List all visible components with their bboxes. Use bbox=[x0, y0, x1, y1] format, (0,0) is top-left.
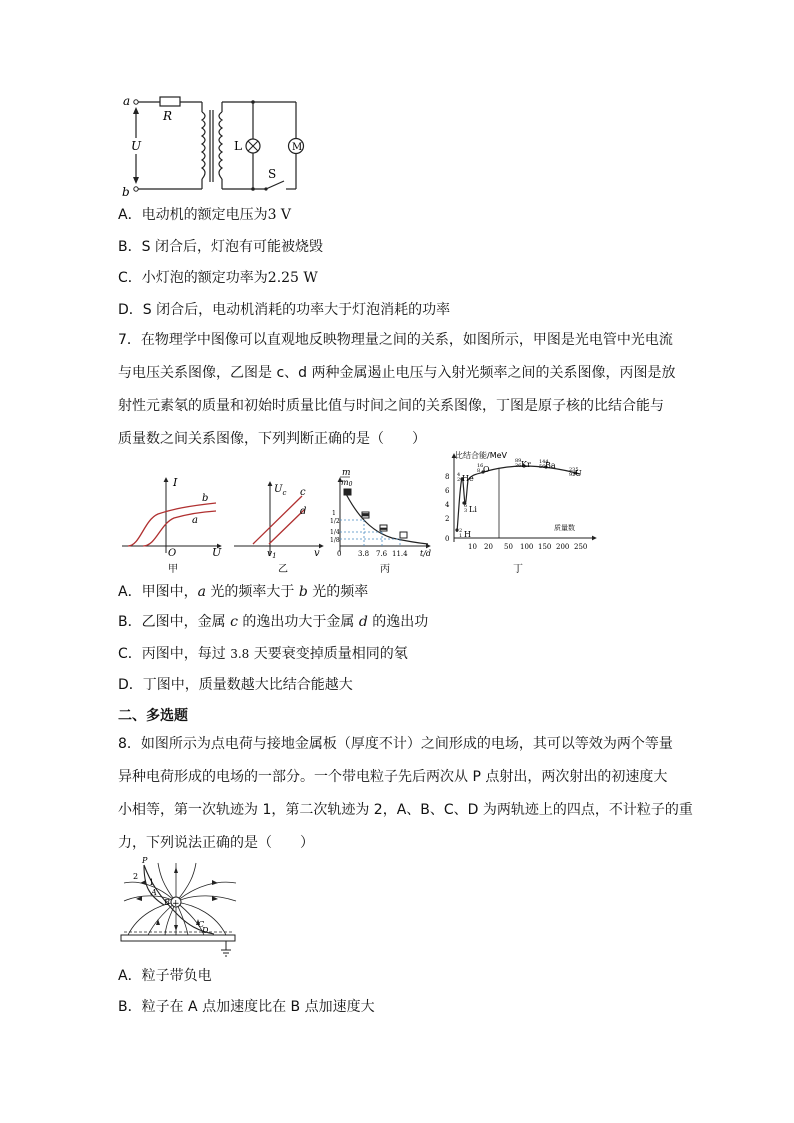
nuclide-li: Li bbox=[469, 505, 477, 514]
fig-ding-xtick-50: 50 bbox=[504, 543, 513, 551]
value: 2.25 W bbox=[267, 270, 318, 286]
metal-plate bbox=[121, 935, 235, 941]
fig-ding-ytick-6: 6 bbox=[445, 487, 450, 495]
nuclide-h: H bbox=[464, 530, 471, 539]
terminal-b-icon bbox=[134, 187, 138, 191]
q7-option-b: B．乙图中，金属 c 的逸出功大于金属 d 的逸出功 bbox=[118, 614, 429, 630]
fig-ding-xtick-250: 250 bbox=[574, 543, 588, 551]
u-mass: 235 bbox=[569, 467, 579, 473]
u-z: 92 bbox=[569, 472, 576, 478]
terminal-a-label: a bbox=[123, 94, 131, 108]
q8-field-figure bbox=[118, 855, 248, 960]
resistor-label: R bbox=[163, 109, 173, 123]
h-mass: 2 bbox=[459, 528, 463, 534]
terminal-a-icon bbox=[134, 100, 138, 104]
q6-circuit-figure bbox=[118, 92, 318, 202]
fig-yi-label-c: c bbox=[300, 487, 306, 498]
li-z: 3 bbox=[464, 508, 468, 514]
point-b-label: B bbox=[164, 898, 170, 907]
nuclide-he: He bbox=[462, 474, 474, 483]
o-mass: 16 bbox=[477, 463, 484, 469]
fig-bing-ytick-2: 1/2 bbox=[330, 518, 340, 525]
fig-ding-ytick-8: 8 bbox=[445, 473, 450, 481]
q6-option-d: D．S 闭合后，电动机消耗的功率大于灯泡消耗的功率 bbox=[118, 302, 451, 318]
q6-option-b: B．S 闭合后，灯泡有可能被烧毁 bbox=[118, 239, 323, 255]
fig-bing-ylabel-den: m0 bbox=[341, 478, 353, 488]
line-d bbox=[269, 510, 304, 544]
fig-bing bbox=[340, 478, 430, 552]
fig-yi-xtick: $v_1$ bbox=[267, 549, 277, 560]
ground-icon bbox=[221, 941, 231, 956]
h-z: 1 bbox=[459, 533, 463, 539]
fig-bing-ytick-4: 1/4 bbox=[330, 529, 340, 536]
fig-bing-xlabel: t/d bbox=[420, 549, 432, 558]
lamp-icon bbox=[246, 139, 260, 153]
switch-label: S bbox=[268, 167, 277, 181]
fig-ding-xtick-200: 200 bbox=[556, 543, 570, 551]
point-c-label: C bbox=[198, 920, 205, 929]
ba-z: 56 bbox=[539, 464, 546, 470]
fig-bing-xtick-76: 7.6 bbox=[376, 550, 388, 558]
q7-option-c: C．丙图中，每过 3.8 天要衰变掉质量相同的氡 bbox=[118, 646, 408, 662]
lamp-label: L bbox=[234, 139, 242, 153]
point-d-label: D bbox=[202, 926, 209, 935]
fig-ding-ylabel: 比结合能/MeV bbox=[455, 451, 507, 460]
fig-bing-xtick-114: 11.4 bbox=[392, 550, 408, 558]
sample-box-eighth bbox=[400, 532, 407, 538]
q8-stem: 8．如图所示为点电荷与接地金属板（厚度不计）之间形成的电场，其可以等效为两个等量 异种电荷形成的电场的一部分。一个带电粒子先后两次从 P 点射出，两次射出的初速度大 小相等，第一次轨迹为 1，第二次轨迹为 2，A、B、C、D 为两轨迹上的四点，不计粒子的重 力，下列说法正确的是（ ） bbox=[118, 736, 693, 851]
fig-jia bbox=[122, 478, 221, 553]
li-mass: 6 bbox=[464, 503, 468, 509]
o-z: 8 bbox=[477, 468, 481, 474]
he-mass: 4 bbox=[457, 472, 461, 478]
kr-z: 36 bbox=[515, 463, 522, 469]
binding-energy-curve bbox=[457, 466, 580, 532]
he-z: 2 bbox=[457, 477, 461, 483]
fig-bing-caption: 丙 bbox=[380, 564, 390, 575]
decay-curve bbox=[344, 490, 428, 544]
fig-jia-xlabel: U bbox=[212, 546, 222, 559]
nuclide-kr: Kr bbox=[521, 460, 531, 469]
q6-option-c: C．小灯泡的额定功率为2.25 W bbox=[118, 270, 318, 286]
fig-ding-xtick-20: 20 bbox=[484, 543, 493, 551]
charge-sign: + bbox=[172, 899, 180, 909]
value: 3 V bbox=[267, 207, 292, 223]
fig-bing-ylabel-num: m bbox=[342, 468, 351, 478]
fig-bing-ytick-8: 1/8 bbox=[330, 537, 340, 544]
fig-ding-ytick-4: 4 bbox=[445, 501, 450, 509]
fig-ding-xlabel: 质量数 bbox=[554, 524, 575, 532]
point-p-label: P bbox=[142, 856, 148, 865]
nuclide-u: U bbox=[575, 469, 582, 478]
q7-figures bbox=[118, 448, 598, 578]
q8-option-a: A．粒子带负电 bbox=[118, 968, 212, 984]
line-c bbox=[253, 496, 302, 544]
fig-bing-xtick-38: 3.8 bbox=[358, 550, 370, 558]
fig-ding-caption: 丁 bbox=[513, 564, 523, 575]
fig-yi-ylabel: $U_c$ bbox=[274, 484, 287, 497]
terminal-b-label: b bbox=[122, 185, 130, 199]
q7-option-d: D．丁图中，质量数越大比结合能越大 bbox=[118, 677, 353, 693]
fig-bing-ytick-1: 1 bbox=[332, 510, 336, 517]
nuclide-o: O bbox=[483, 465, 490, 474]
sample-box-full bbox=[344, 489, 351, 495]
voltage-arrow-down-icon bbox=[133, 177, 139, 184]
fig-jia-origin: O bbox=[168, 548, 177, 559]
ba-mass: 144 bbox=[539, 459, 549, 465]
q6-option-a: A．电动机的额定电压为3 V bbox=[118, 207, 292, 223]
q8-option-b: B．粒子在 A 点加速度比在 B 点加速度大 bbox=[118, 999, 375, 1015]
fig-ding-ytick-0: 0 bbox=[445, 535, 450, 543]
trajectory-1-label: 1 bbox=[149, 878, 155, 887]
sample-box-quarter-fill bbox=[380, 528, 387, 530]
fig-ding-ytick-2: 2 bbox=[445, 515, 450, 523]
fig-yi-caption: 乙 bbox=[278, 564, 288, 575]
fig-yi-label-d: d bbox=[300, 506, 307, 517]
kr-mass: 89 bbox=[515, 458, 522, 464]
fig-jia-ylabel: I bbox=[173, 476, 178, 489]
section-heading: 二、多选题 bbox=[118, 708, 188, 724]
fig-yi-xlabel: v bbox=[314, 548, 320, 559]
point-a-label: A bbox=[151, 888, 157, 897]
curve-b bbox=[128, 503, 216, 546]
trajectory-2-label: 2 bbox=[133, 872, 139, 881]
fig-bing-xtick-0: 0 bbox=[337, 550, 342, 558]
fig-ding-xtick-150: 150 bbox=[538, 543, 552, 551]
fig-ding-xtick-100: 100 bbox=[520, 543, 534, 551]
fig-jia-label-b: b bbox=[202, 493, 209, 504]
fig-ding-xtick-10: 10 bbox=[468, 543, 477, 551]
sample-box-half-fill bbox=[362, 514, 369, 517]
q7-option-a: A．甲图中，a 光的频率大于 b 光的频率 bbox=[118, 584, 369, 600]
motor-label: M bbox=[292, 142, 303, 153]
voltage-label: U bbox=[131, 139, 142, 153]
fig-jia-caption: 甲 bbox=[168, 564, 178, 575]
fig-jia-label-a: a bbox=[192, 515, 198, 526]
nuclide-ba: Ba bbox=[545, 461, 556, 470]
q7-stem: 7．在物理学中图像可以直观地反映物理量之间的关系，如图所示，甲图是光电管中光电流 与电压关系图像，乙图是 c、d 两种金属遏止电压与入射光频率之间的关系图像，丙图是放 射性元素氡的质量和初始时质量比值与时间之间的关系图像，丁图是原子核的比结合能与 质量数之间关系图像，下列判断正确的是（ ） bbox=[118, 332, 676, 447]
voltage-arrow-up-icon bbox=[133, 107, 139, 114]
